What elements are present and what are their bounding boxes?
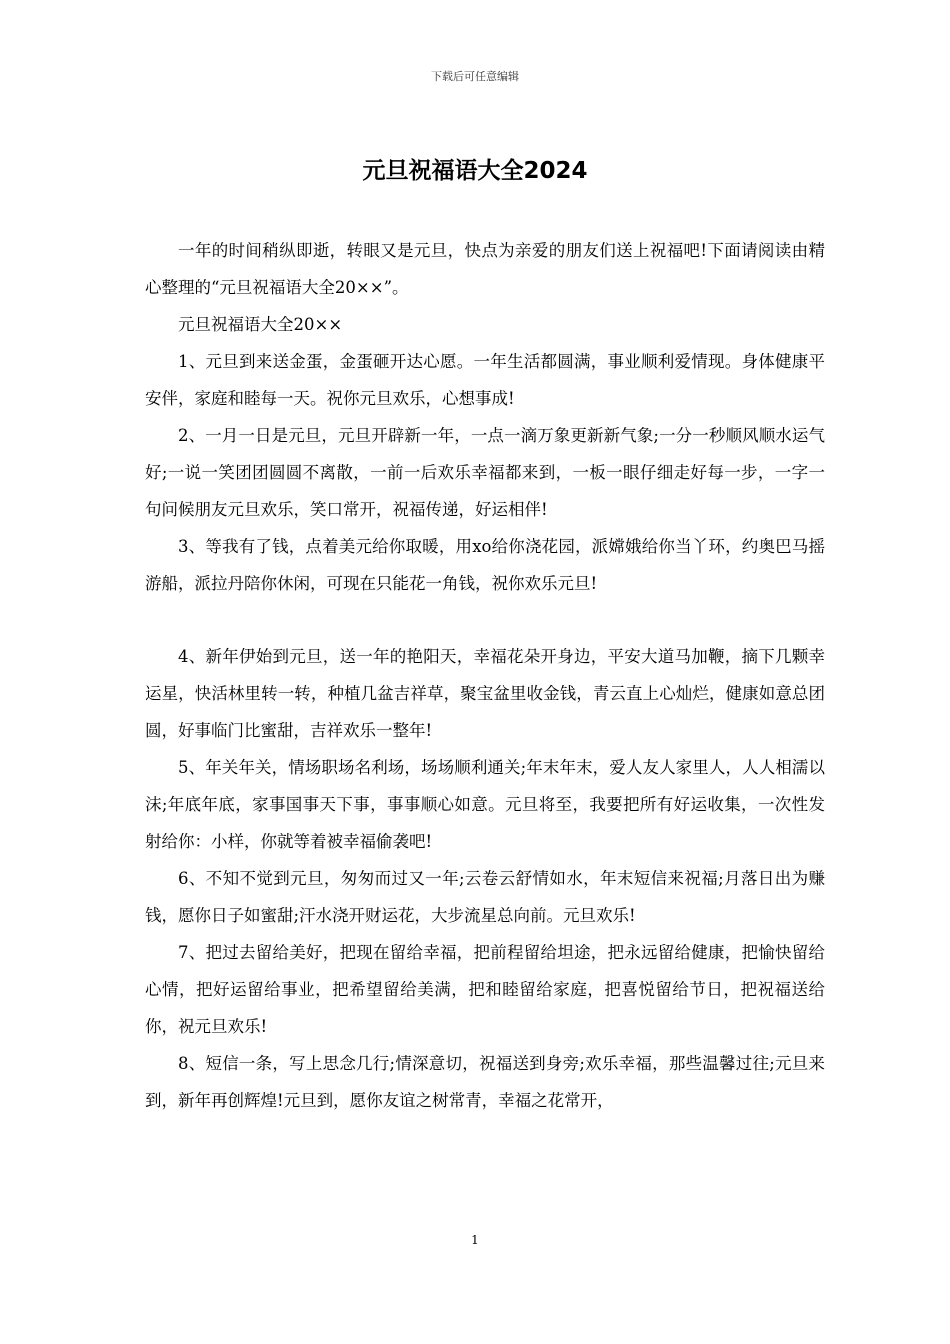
greeting-item: 4、新年伊始到元旦，送一年的艳阳天，幸福花朵开身边，平安大道马加鞭，摘下几颗幸运星，快活林里转一转，种植几盆吉祥草，聚宝盆里收金钱，青云直上心灿烂，健康如意总团圆，好事临门比蜜甜，吉祥欢乐一整年! bbox=[145, 647, 825, 740]
paragraph-gap bbox=[145, 602, 825, 638]
document-body bbox=[145, 232, 825, 1119]
greeting-item: 6、不知不觉到元旦，匆匆而过又一年;云卷云舒情如水，年末短信来祝福;月落日出为赚钱，愿你日子如蜜甜;汗水浇开财运花，大步流星总向前。元旦欢乐! bbox=[145, 869, 825, 925]
greeting-item: 8、短信一条，写上思念几行;情深意切，祝福送到身旁;欢乐幸福，那些温馨过往;元旦来到，新年再创辉煌!元旦到，愿你友谊之树常青，幸福之花常开， bbox=[145, 1054, 825, 1110]
greeting-item: 7、把过去留给美好，把现在留给幸福，把前程留给坦途，把永远留给健康，把愉快留给心情，把好运留给事业，把希望留给美满，把和睦留给家庭，把喜悦留给节日，把祝福送给你，祝元旦欢乐! bbox=[145, 943, 825, 1036]
greeting-item: 1、元旦到来送金蛋，金蛋砸开达心愿。一年生活都圆满，事业顺利爱情现。身体健康平安伴，家庭和睦每一天。祝你元旦欢乐，心想事成! bbox=[145, 352, 825, 408]
header-note: 下载后可任意编辑 bbox=[431, 70, 519, 83]
greeting-item: 3、等我有了钱，点着美元给你取暖，用xo给你浇花园，派嫦娥给你当丫环，约奥巴马摇游船，派拉丹陪你休闲，可现在只能花一角钱，祝你欢乐元旦! bbox=[145, 537, 825, 593]
page-number: 1 bbox=[471, 1233, 479, 1247]
greeting-item: 2、一月一日是元旦，元旦开辟新一年，一点一滴万象更新新气象;一分一秒顺风顺水运气好;一说一笑团团圆圆不离散，一前一后欢乐幸福都来到，一板一眼仔细走好每一步，一字一句问候朋友元旦欢乐，笑口常开，祝福传递，好运相伴! bbox=[145, 426, 825, 519]
greeting-item: 5、年关年关，情场职场名利场，场场顺利通关;年末年末，爱人友人家里人，人人相濡以沫;年底年底，家事国事天下事，事事顺心如意。元旦将至，我要把所有好运收集，一次性发射给你：小样，你就等着被幸福偷袭吧! bbox=[145, 758, 825, 851]
section-subtitle: 元旦祝福语大全20×× bbox=[178, 315, 343, 334]
intro-paragraph: 一年的时间稍纵即逝，转眼又是元旦，快点为亲爱的朋友们送上祝福吧!下面请阅读由精心整理的“元旦祝福语大全20××”。 bbox=[145, 241, 825, 297]
document-title: 元旦祝福语大全2024 bbox=[362, 158, 588, 184]
